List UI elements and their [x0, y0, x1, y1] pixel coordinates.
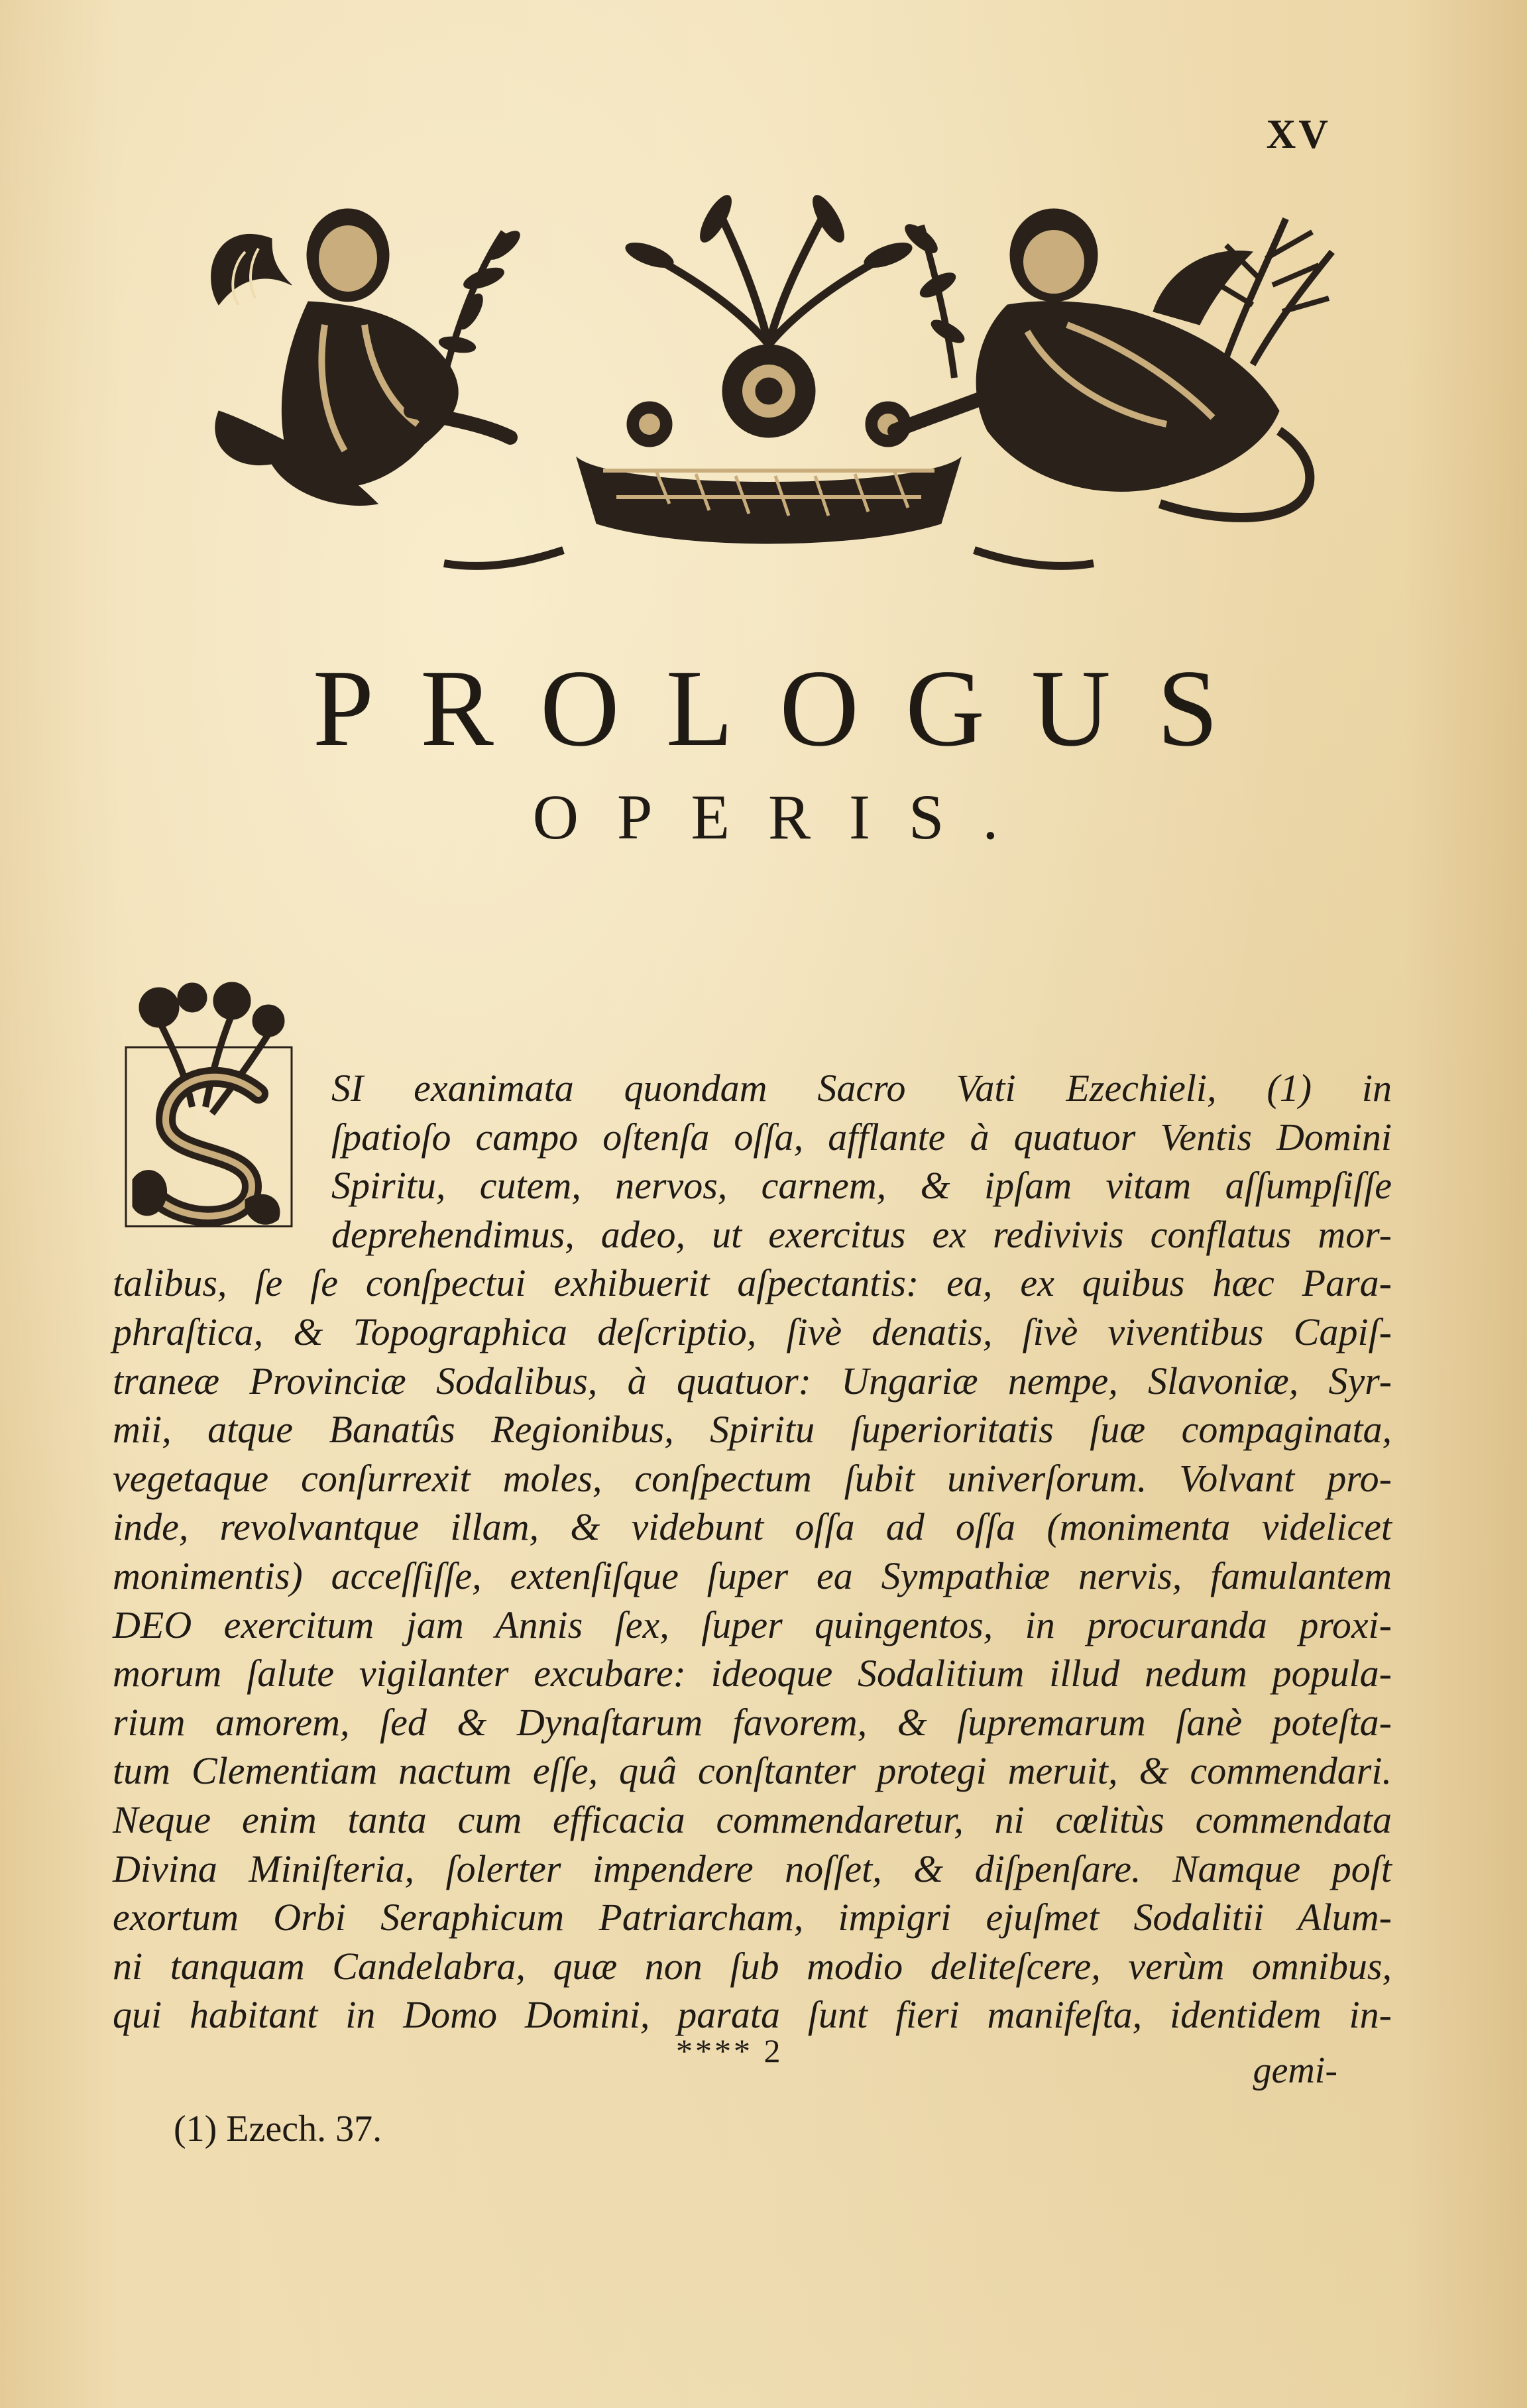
text-line: monimentis) acceſſiſſe, extenſiſque ſuper ea Sympathiæ nervis, famulantem — [113, 1554, 1392, 1597]
page-subtitle: OPERIS. — [532, 781, 1037, 852]
text-line: Divina Miniſteria, ſolerter impendere noſſet, & diſpenſare. Namque poſt — [113, 1847, 1392, 1890]
text-line: deprehendimus, adeo, ut exercitus ex redivivis conflatus mor- — [331, 1212, 1392, 1256]
text-line: talibus, ſe ſe conſpectui exhibuerit aſpectantis: ea, ex quibus hæc Para- — [113, 1261, 1392, 1305]
text-line: SI exanimata quondam Sacro Vati Ezechieli, (1) in — [331, 1066, 1392, 1110]
page-number: XV — [1266, 112, 1331, 157]
putti-crown-woodcut-icon — [192, 192, 1339, 616]
text-line: mii, atque Banatûs Regionibus, Spiritu ſuperioritatis ſuæ compaginata, — [113, 1408, 1392, 1452]
text-line: qui habitant in Domo Domini, parata ſunt fieri manifeſta, identidem in- — [113, 1993, 1392, 2037]
text-line: inde, revolvantque illam, & videbunt oſſa ad oſſa (monimenta videlicet — [113, 1505, 1392, 1549]
text-line: Neque enim tanta cum efficacia commendaretur, ni cœlitùs commendata — [113, 1798, 1392, 1841]
text-line: traneæ Provinciæ Sodalibus, à quatuor: Ungariæ nempe, Slavoniæ, Syr- — [113, 1359, 1392, 1403]
body-text — [113, 1064, 1392, 2039]
text-line: tum Clementiam nactum eſſe, quâ conſtanter protegi meruit, & commendari. — [113, 1749, 1392, 1793]
text-line: Spiritu, cutem, nervos, carnem, & ipſam vitam aſſumpſiſſe — [331, 1164, 1392, 1208]
text-line: morum ſalute vigilanter excubare: ideoque Sodalitium illud nedum popula- — [113, 1652, 1392, 1695]
text-line: vegetaque conſurrexit moles, conſpectum ſubit univerſorum. Volvant pro- — [113, 1456, 1392, 1500]
text-line: rium amorem, ſed & Dynaſtarum favorem, & ſupremarum ſanè poteſta- — [113, 1700, 1392, 1744]
page-title: PROLOGUS — [312, 647, 1265, 769]
text-line: exortum Orbi Seraphicum Patriarcham, impigri ejuſmet Sodalitii Alum- — [113, 1896, 1392, 1939]
signature-mark: **** 2 — [676, 2032, 783, 2069]
text-line: DEO exercitum jam Annis ſex, ſuper quingentos, in procuranda proxi- — [113, 1603, 1392, 1646]
text-line: ni tanquam Candelabra, quæ non ſub modio deliteſcere, verùm omnibus, — [113, 1944, 1392, 1988]
catchword: gemi- — [1253, 2050, 1337, 2091]
footnote: (1) Ezech. 37. — [174, 2108, 382, 2150]
text-line: phraſtica, & Topographica deſcriptio, ſivè denatis, ſivè viventibus Capiſ- — [113, 1310, 1392, 1353]
text-line: ſpatioſo campo oſtenſa oſſa, afflante à quatuor Ventis Domini — [331, 1115, 1392, 1159]
